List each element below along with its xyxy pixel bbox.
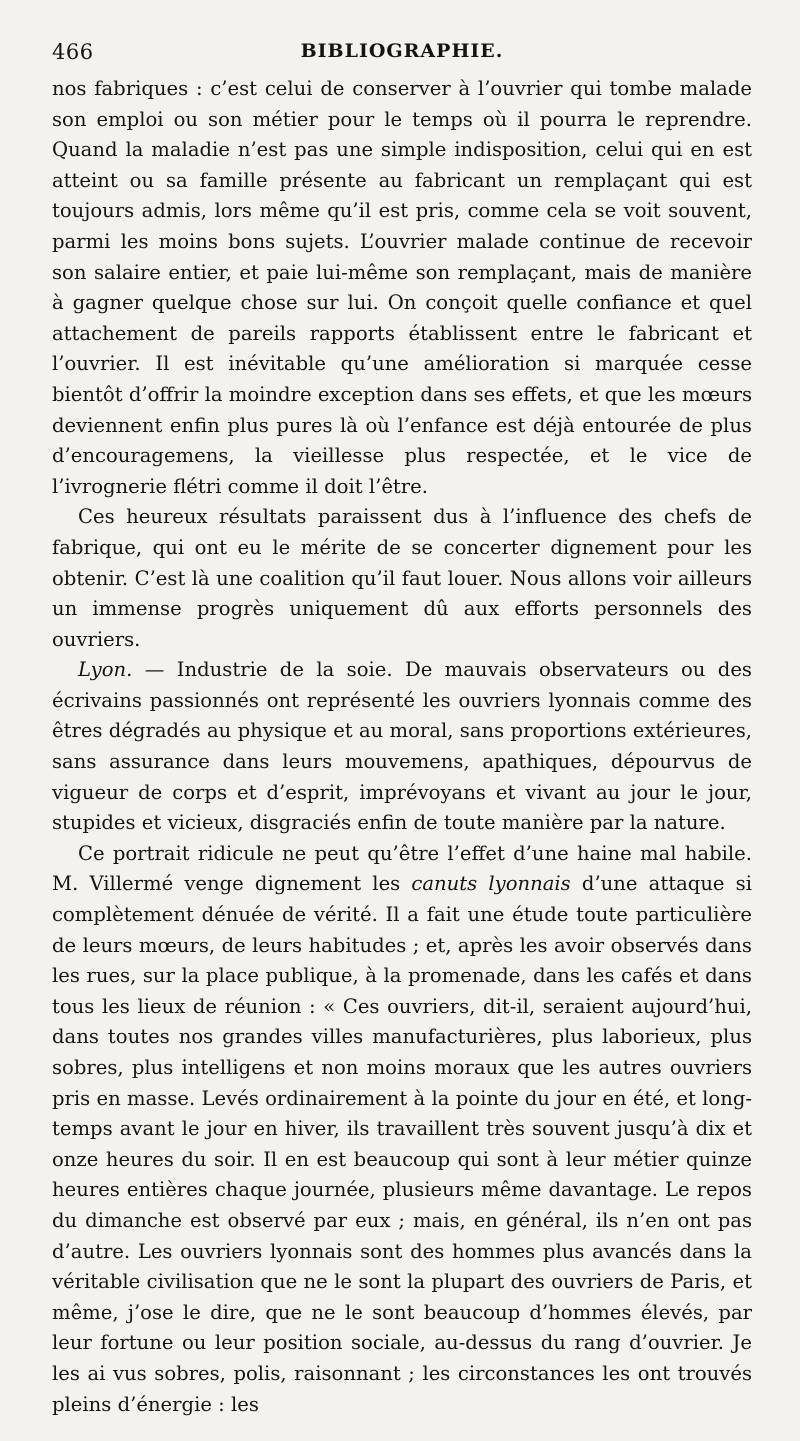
section-lead-lyon: Lyon.: [78, 658, 133, 682]
paragraph-3-text: — Industrie de la soie. De mauvais observateurs ou des écrivains passionnés ont représenté les ouvriers lyonnais comme des êtres dégradés au physique et au moral, sans proportions extérieures, sans assurance dans leurs mouvemens, apathiques, dépourvus de vigueur de corps et d’esprit, imprévoyans et vivant au jour le jour, stupides et vicieux, disgraciés enfin de toute manière par la nature.: [52, 658, 752, 835]
italic-canuts-lyonnais: canuts lyonnais: [411, 872, 571, 896]
running-head: [52, 38, 752, 74]
running-title: BIBLIOGRAPHIE.: [300, 40, 504, 62]
body-text: [52, 74, 752, 1420]
paragraph-4-text-before: Ce portrait ridicule ne peut qu’être l’effet d’une haine mal habile. M. Villermé venge dignement les: [52, 841, 752, 896]
paragraph-1: nos fabriques : c’est celui de conserver à l’ouvrier qui tombe malade son emploi ou son métier pour le temps où il pourra le reprendre. Quand la maladie n’est pas une simple indisposition, celui qui en est atteint ou sa famille présente au fabricant un remplaçant qui est toujours admis, lors même qu’il est pris, comme cela se voit souvent, parmi les moins bons sujets. L’ouvrier malade continue de recevoir son salaire entier, et paie lui-même son remplaçant, mais de manière à gagner quelque chose sur lui. On conçoit quelle confiance et quel attachement de pareils rapports établissent entre le fabricant et l’ouvrier. Il est inévitable qu’une amélioration si marquée cesse bientôt d’offrir la moindre exception dans ses effets, et que les mœurs deviennent enfin plus pures là où l’enfance est déjà entourée de plus d’encouragemens, la vieillesse plus respectée, et le vice de l’ivrognerie flétri comme il doit l’être.: [52, 77, 752, 498]
paragraph-2: Ces heureux résultats paraissent dus à l’influence des chefs de fabrique, qui ont eu le mérite de se concerter dignement pour les obtenir. C’est là une coalition qu’il faut louer. Nous allons voir ailleurs un immense progrès uniquement dû aux efforts personnels des ouvriers.: [52, 505, 752, 651]
paragraph-3: [52, 655, 752, 839]
paragraph-4-text-after: d’une attaque si complètement dénuée de vérité. Il a fait une étude toute particulière de leurs mœurs, de leurs habitudes ; et, après les avoir observés dans les rues, sur la place publique, à la promenade, dans les cafés et dans tous les lieux de réunion : « Ces ouvriers, dit-il, seraient aujourd’hui, dans toutes nos grandes villes manufacturières, plus laborieux, plus sobres, plus intelligens et non moins moraux que les autres ouvriers pris en masse. Levés ordinairement à la pointe du jour en été, et long-temps avant le jour en hiver, ils travaillent très souvent jusqu’à dix et onze heures du soir. Il en est beaucoup qui sont à leur métier quinze heures entières chaque journée, plusieurs même davantage. Le repos du dimanche est observé par eux ; mais, en général, ils n’en ont pas d’autre. Les ouvriers lyonnais sont des hommes plus avancés dans la véritable civilisation que ne le sont la plupart des ouvriers de Paris, et même, j’ose le dire, que ne le sont beaucoup d’hommes élevés, par leur fortune ou leur position sociale, au-dessus du rang d’ouvrier. Je les ai vus sobres, polis, raisonnant ; les circonstances les ont trouvés pleins d’énergie : les: [52, 872, 753, 1416]
page-number: 466: [52, 40, 94, 64]
paragraph-4: [52, 839, 752, 1420]
